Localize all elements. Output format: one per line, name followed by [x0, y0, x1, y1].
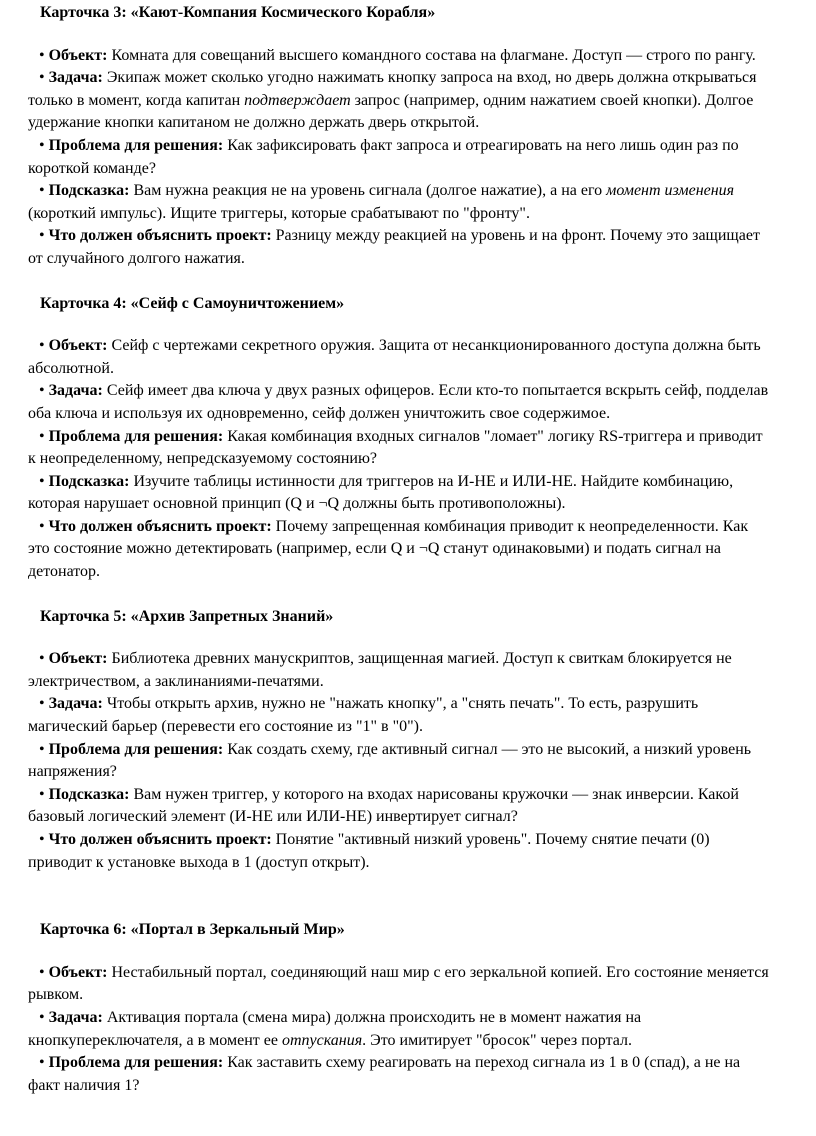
item-text: Разницу между реакцией на уровень и на фронт. Почему это защищает от случайного долгого нажатия.: [28, 227, 760, 267]
list-item: [28, 67, 772, 135]
bullet-icon: •: [39, 69, 45, 87]
bullet-icon: •: [39, 472, 45, 490]
item-label: Задача:: [48, 382, 103, 400]
item-label: Задача:: [48, 69, 103, 87]
bullet-icon: •: [39, 695, 45, 713]
bullet-icon: •: [39, 517, 45, 535]
card-3: [28, 2, 772, 271]
list-item: [28, 516, 772, 584]
item-text: Чтобы открыть архив, нужно не "нажать кнопку", а "снять печать". То есть, разрушить магический барьер (перевести его состояние из "1" в "0").: [28, 695, 699, 736]
item-text: Как заставить схему реагировать на переход сигнала из 1 в 0 (спад), а не на факт наличия 1?: [28, 1054, 741, 1094]
item-label: Что должен объяснить проект:: [48, 517, 272, 535]
item-text: Сейф с чертежами секретного оружия. Защита от несанкционированного доступа должна быть абсолютной.: [28, 337, 761, 377]
item-label: Что должен объяснить проект:: [48, 227, 272, 245]
item-label: Объект:: [48, 963, 108, 981]
bullet-icon: •: [39, 337, 45, 355]
list-item: [28, 693, 772, 738]
card-3-list: [28, 45, 772, 271]
item-label: Объект:: [48, 337, 108, 355]
item-text: Экипаж может сколько угодно нажимать кнопку запроса на вход, но дверь должна открываться только в момент, когда капитан: [28, 69, 757, 109]
item-text: Комната для совещаний высшего командного состава на флагмане. Доступ — строго по рангу.: [107, 46, 756, 64]
bullet-icon: •: [39, 182, 45, 200]
item-text: Изучите таблицы истинности для триггеров на И-НЕ и ИЛИ-НЕ. Найдите комбинацию, которая нарушает основной принцип (Q и ¬Q должны быть противоположны).: [28, 472, 734, 513]
item-label: Объект:: [48, 650, 108, 668]
item-text-end: . Это имитирует "бросок" через портал.: [362, 1031, 632, 1049]
list-item: [28, 471, 772, 516]
item-label: Что должен объяснить проект:: [48, 831, 272, 848]
item-text-end: (короткий импульс). Ищите триггеры, которые срабатывают по "фронту".: [28, 204, 530, 222]
bullet-icon: •: [39, 740, 45, 758]
list-item: [28, 739, 772, 784]
item-text: Вам нужен триггер, у которого на входах нарисованы кружочки — знак инверсии. Какой базовый логический элемент (И-НЕ или ИЛИ-НЕ) инвертирует сигнал?: [28, 785, 739, 826]
item-emphasis: момент изменения: [606, 182, 735, 200]
card-5: [28, 606, 772, 875]
card-6: [28, 919, 772, 1097]
bullet-icon: •: [39, 831, 45, 848]
item-text-end: запрос (например, одним нажатием своей кнопки). Долгое удержание кнопки капитаном не должно держать дверь открытой.: [28, 91, 754, 132]
item-text: Нестабильный портал, соединяющий наш мир с его зеркальной копией. Его состояние меняется рывком.: [28, 963, 769, 1004]
item-text: Библиотека древних манускриптов, защищенная магией. Доступ к свиткам блокируется не электричеством, а заклинаниями-печатями.: [28, 650, 732, 690]
card-4: [28, 293, 772, 584]
item-label: Проблема для решения:: [48, 427, 224, 445]
bullet-icon: •: [39, 963, 45, 981]
bullet-icon: •: [39, 650, 45, 668]
list-item: [28, 1052, 772, 1097]
bullet-icon: •: [39, 136, 45, 154]
card-6-title: Карточка 6: «Портал в Зеркальный Мир»: [40, 921, 345, 939]
list-item: [28, 784, 772, 829]
card-5-list: [28, 648, 772, 874]
bullet-icon: •: [39, 382, 45, 400]
list-item: [28, 135, 772, 180]
card-5-title: Карточка 5: «Архив Запретных Знаний»: [40, 607, 334, 625]
item-label: Задача:: [48, 1008, 103, 1026]
document-page: [0, 2, 816, 1136]
item-text: Как создать схему, где активный сигнал — это не высокий, а низкий уровень напряжения?: [28, 740, 752, 781]
item-label: Подсказка:: [48, 785, 130, 803]
item-label: Подсказка:: [48, 472, 130, 490]
list-item: [28, 225, 772, 270]
list-item: [28, 45, 772, 68]
card-3-title: Карточка 3: «Кают-Компания Космического Корабля»: [40, 4, 436, 21]
item-text: Какая комбинация входных сигналов "ломает" логику RS-триггера и приводит к неопределенному, непредсказуемому состоянию?: [28, 427, 763, 468]
item-label: Объект:: [48, 46, 108, 64]
bullet-icon: •: [39, 1008, 45, 1026]
item-text: Почему запрещенная комбинация приводит к неопределенности. Как это состояние можно детектировать (например, если Q и ¬Q станут одинаковыми) и подать сигнал на детонатор.: [28, 517, 749, 581]
bullet-icon: •: [39, 227, 45, 245]
item-emphasis: подтверждает: [244, 91, 351, 109]
list-item: [28, 380, 772, 425]
list-item: [28, 180, 772, 225]
bullet-icon: •: [39, 427, 45, 445]
bullet-icon: •: [39, 46, 45, 64]
list-item: [28, 335, 772, 380]
item-text: Вам нужна реакция не на уровень сигнала (долгое нажатие), а на его: [129, 182, 607, 200]
bullet-icon: •: [39, 1054, 45, 1072]
card-4-list: [28, 335, 772, 584]
list-item: [28, 648, 772, 693]
item-label: Проблема для решения:: [48, 1054, 224, 1072]
item-text: Понятие "активный низкий уровень". Почему снятие печати (0) приводит к установке выхода в 1 (доступ открыт).: [28, 831, 710, 871]
list-item: [28, 1007, 772, 1052]
item-label: Задача:: [48, 695, 103, 713]
list-item: [28, 829, 772, 874]
item-label: Подсказка:: [48, 182, 130, 200]
item-label: Проблема для решения:: [48, 740, 224, 758]
item-text: Как зафиксировать факт запроса и отреагировать на него лишь один раз по короткой команде?: [28, 136, 739, 177]
bullet-icon: •: [39, 785, 45, 803]
card-6-list: [28, 962, 772, 1098]
card-4-title: Карточка 4: «Сейф с Самоуничтожением»: [40, 294, 345, 312]
item-text: Сейф имеет два ключа у двух разных офицеров. Если кто-то попытается вскрыть сейф, подделав оба ключа и используя их одновременно, сейф должен уничтожить свое содержимое.: [28, 382, 769, 422]
list-item: [28, 426, 772, 471]
list-item: [28, 962, 772, 1007]
item-label: Проблема для решения:: [48, 136, 224, 154]
item-emphasis: отпускания: [281, 1031, 363, 1049]
item-text: Активация портала (смена мира) должна происходить не в момент нажатия на кнопкупереключателя, а в момент ее: [28, 1008, 642, 1049]
